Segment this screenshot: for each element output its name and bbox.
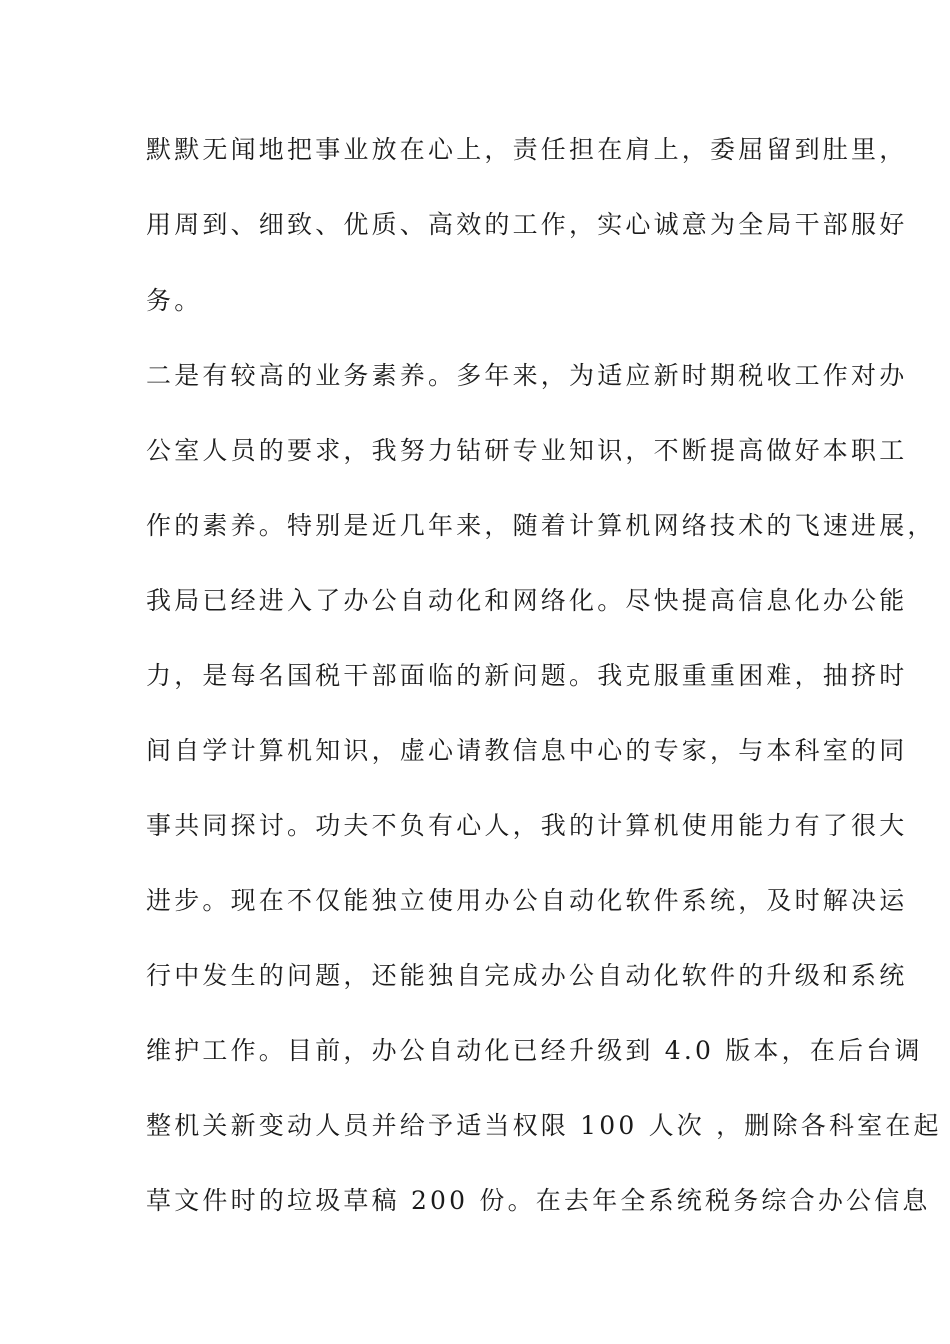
- text-line: 间自学计算机知识，虚心请教信息中心的专家，与本科室的同: [146, 736, 908, 765]
- text-line: 事共同探讨。功夫不负有心人，我的计算机使用能力有了很大: [146, 811, 908, 840]
- text-line: 行中发生的问题，还能独自完成办公自动化软件的升级和系统: [146, 961, 908, 990]
- text-line: 务。: [146, 286, 203, 315]
- text-line: 进步。现在不仅能独立使用办公自动化软件系统，及时解决运: [146, 886, 908, 915]
- text-line: 作的素养。特别是近几年来，随着计算机网络技术的飞速进展，: [146, 511, 936, 540]
- text-line: 力，是每名国税干部面临的新问题。我克服重重困难，抽挤时: [146, 661, 908, 690]
- text-line: 公室人员的要求，我努力钻研专业知识，不断提高做好本职工: [146, 436, 908, 465]
- text-line: 二是有较高的业务素养。多年来，为适应新时期税收工作对办: [146, 361, 908, 390]
- text-line: 草文件时的垃圾草稿 200 份。在去年全系统税务综合办公信息: [146, 1186, 931, 1215]
- text-line: 整机关新变动人员并给予适当权限 100 人次 ，删除各科室在起: [146, 1111, 942, 1140]
- text-line: 我局已经进入了办公自动化和网络化。尽快提高信息化办公能: [146, 586, 908, 615]
- text-line: 用周到、细致、优质、高效的工作，实心诚意为全局干部服好: [146, 210, 908, 239]
- text-line: 默默无闻地把事业放在心上，责任担在肩上，委屈留到肚里，: [146, 135, 908, 164]
- text-line: 维护工作。目前，办公自动化已经升级到 4.0 版本，在后台调: [146, 1036, 923, 1065]
